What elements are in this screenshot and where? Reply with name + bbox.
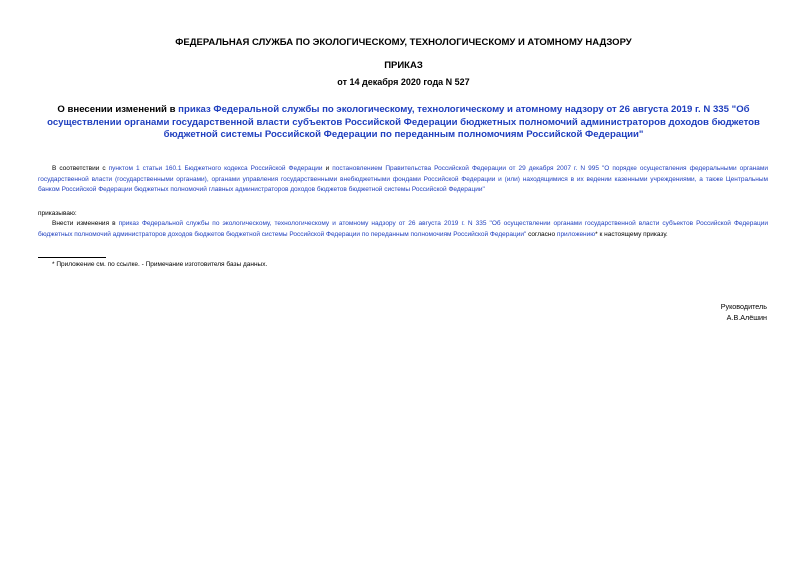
signature-block xyxy=(721,301,767,323)
title-link-order-335[interactable]: приказ Федеральной службы по экологическому, технологическому и атомному надзору от 26 августа 2019 г. N 335 "Об осуществлении органами государственной власти субъектов Российской Федерации бюджетных полномочий администраторов доходов бюджетов бюджетной системы Российской Федерации по переданным полномочиям Российской Федерации" xyxy=(47,104,760,140)
footnote-divider xyxy=(38,257,106,258)
document-title xyxy=(40,104,767,142)
signature-position: Руководитель xyxy=(720,302,767,311)
body-text-3: * к настоящему приказу. xyxy=(595,230,668,238)
footnote: * Приложение см. по ссылке. - Примечание изготовителя базы данных. xyxy=(52,261,268,268)
title-prefix: О внесении изменений в xyxy=(57,104,179,115)
link-government-resolution-995[interactable]: постановлением Правительства Российской Федерации от 29 декабря 2007 г. N 995 "О порядке осуществления федеральными органами государственной власти (государственными органами), органами управления государственными внебюджетными фондами Российской Федерации и (или) находящимися в их ведении казенными учреждениями, а также Центральным банком Российской Федерации бюджетных полномочий главных администраторов доходов бюджетов бюджетной системы Российской Федерации" xyxy=(38,165,768,193)
order-word: приказываю: xyxy=(38,210,77,217)
body-text-2: согласно xyxy=(526,230,557,238)
agency-heading: ФЕДЕРАЛЬНАЯ СЛУЖБА ПО ЭКОЛОГИЧЕСКОМУ, ТЕХНОЛОГИЧЕСКОМУ И АТОМНОМУ НАДЗОРУ xyxy=(175,37,632,48)
order-body-paragraph xyxy=(38,219,768,240)
preamble-text-2: и xyxy=(322,165,333,172)
link-order-335[interactable]: приказ Федеральной службы по экологическому, технологическому и атомному надзору от 26 августа 2019 г. N 335 "Об осуществлении органами государственной власти субъектов Российской Федерации бюджетных полномочий администраторов доходов бюджетов бюджетной системы Российской Федерации по переданным полномочиям Российской Федерации" xyxy=(38,220,768,238)
signature-name: А.В.Алёшин xyxy=(726,313,767,322)
document-date-number: от 14 декабря 2020 года N 527 xyxy=(337,77,470,87)
preamble-text-1: В соответствии с xyxy=(52,165,109,172)
preamble-paragraph xyxy=(38,164,768,196)
document-type: ПРИКАЗ xyxy=(384,60,423,71)
body-text-1: Внести изменения в xyxy=(52,220,119,227)
link-budget-code-article[interactable]: пунктом 1 статьи 160.1 Бюджетного кодекса Российской Федерации xyxy=(108,165,323,172)
link-appendix[interactable]: приложению xyxy=(556,230,596,238)
